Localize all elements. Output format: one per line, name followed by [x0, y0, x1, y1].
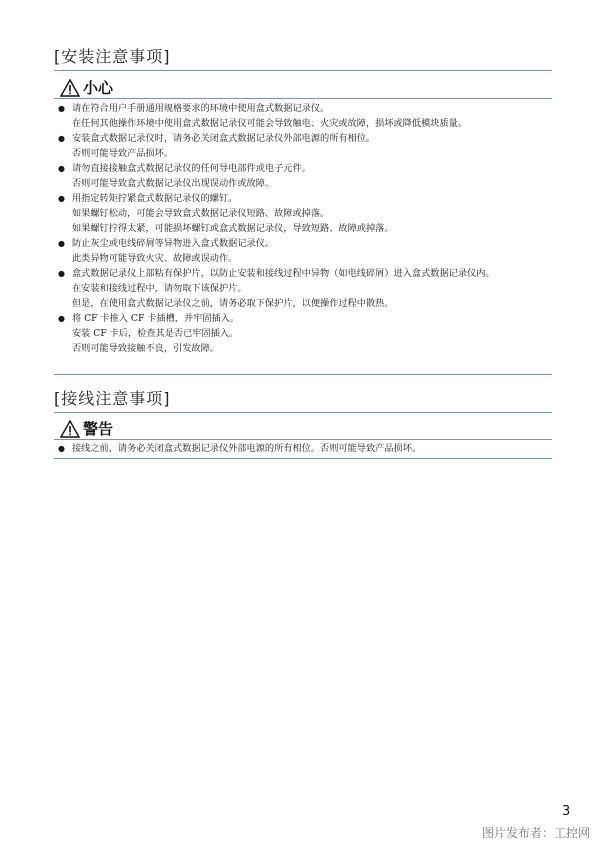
installation-precautions-heading: [安装注意事项]: [54, 47, 171, 66]
item-text: 如果螺钉松动，可能会导致盒式数据记录仪短路、故障或掉落。: [72, 208, 330, 219]
list-item: [56, 311, 552, 356]
caution-divider: [54, 98, 552, 99]
section-divider: [54, 374, 552, 375]
wiring-precautions-heading: [接线注意事项]: [54, 389, 171, 408]
item-text: 否则可能导致接触不良，引发故障。: [72, 343, 219, 354]
warning-label: 警告: [83, 420, 114, 438]
bullet-icon: ●: [58, 104, 65, 113]
bullet-icon: ●: [58, 314, 65, 323]
installation-items: [56, 101, 552, 356]
list-item: [56, 101, 552, 131]
list-item: [56, 441, 552, 456]
item-text: 安装 CF 卡后，检查其是否已牢固插入。: [72, 328, 239, 339]
wiring-items: [56, 441, 552, 456]
list-item: [56, 191, 552, 236]
item-text: 请在符合用户手册通用规格要求的环境中使用盒式数据记录仪。: [72, 103, 330, 114]
item-text: 否则可能导致产品损坏。: [72, 148, 174, 159]
item-text: 在任何其他操作环境中使用盒式数据记录仪可能会导致触电、火灾或故障，损坏或降低模块质量。: [72, 118, 468, 129]
caution-label: 小心: [83, 79, 114, 97]
warning-triangle-icon: [60, 79, 80, 97]
bullet-icon: ●: [58, 269, 65, 278]
item-text: 此类异物可能导致火灾、故障或误动作。: [72, 253, 238, 264]
bullet-icon: ●: [58, 239, 65, 248]
bullet-icon: ●: [58, 444, 65, 453]
page-number: 3: [562, 804, 571, 819]
bullet-icon: ●: [58, 164, 65, 173]
bullet-icon: ●: [58, 194, 65, 203]
item-text: 但是，在使用盒式数据记录仪之前，请务必取下保护片，以便操作过程中散热。: [72, 298, 394, 309]
caution-title: [60, 77, 113, 98]
item-text: 盒式数据记录仪上部粘有保护片，以防止安装和接线过程中异物（如电线碎屑）进入盒式数据记录仪内。: [72, 268, 495, 279]
section-divider: [54, 412, 552, 413]
item-text: 请勿直接接触盒式数据记录仪的任何导电部件或电子元件。: [72, 163, 311, 174]
item-text: 用指定转矩拧紧盒式数据记录仪的螺钉。: [72, 193, 238, 204]
item-text: 安装盒式数据记录仪时，请务必关闭盒式数据记录仪外部电源的所有相位。: [72, 133, 376, 144]
list-item: [56, 236, 552, 266]
item-text: 如果螺钉拧得太紧，可能损坏螺钉或盒式数据记录仪，导致短路、故障或掉落。: [72, 223, 394, 234]
list-item: [56, 161, 552, 191]
warning-divider: [54, 439, 552, 440]
bullet-icon: ●: [58, 134, 65, 143]
item-text: 否则可能导致盒式数据记录仪出现误动作或故障。: [72, 178, 275, 189]
item-text: 在安装和接线过程中，请勿取下该保护片。: [72, 283, 247, 294]
item-text: 将 CF 卡推入 CF 卡插槽，并牢固插入。: [72, 313, 240, 324]
list-item: [56, 266, 552, 311]
warning-triangle-icon: [60, 420, 80, 438]
warning-title: [60, 418, 113, 439]
section-divider: [54, 70, 552, 71]
watermark: 图片发布者：工控网: [481, 826, 590, 840]
list-item: [56, 131, 552, 161]
item-text: 接线之前，请务必关闭盒式数据记录仪外部电源的所有相位。否则可能导致产品损坏。: [72, 443, 422, 454]
section-divider: [54, 458, 552, 459]
item-text: 防止灰尘或电线碎屑等异物进入盒式数据记录仪。: [72, 238, 275, 249]
